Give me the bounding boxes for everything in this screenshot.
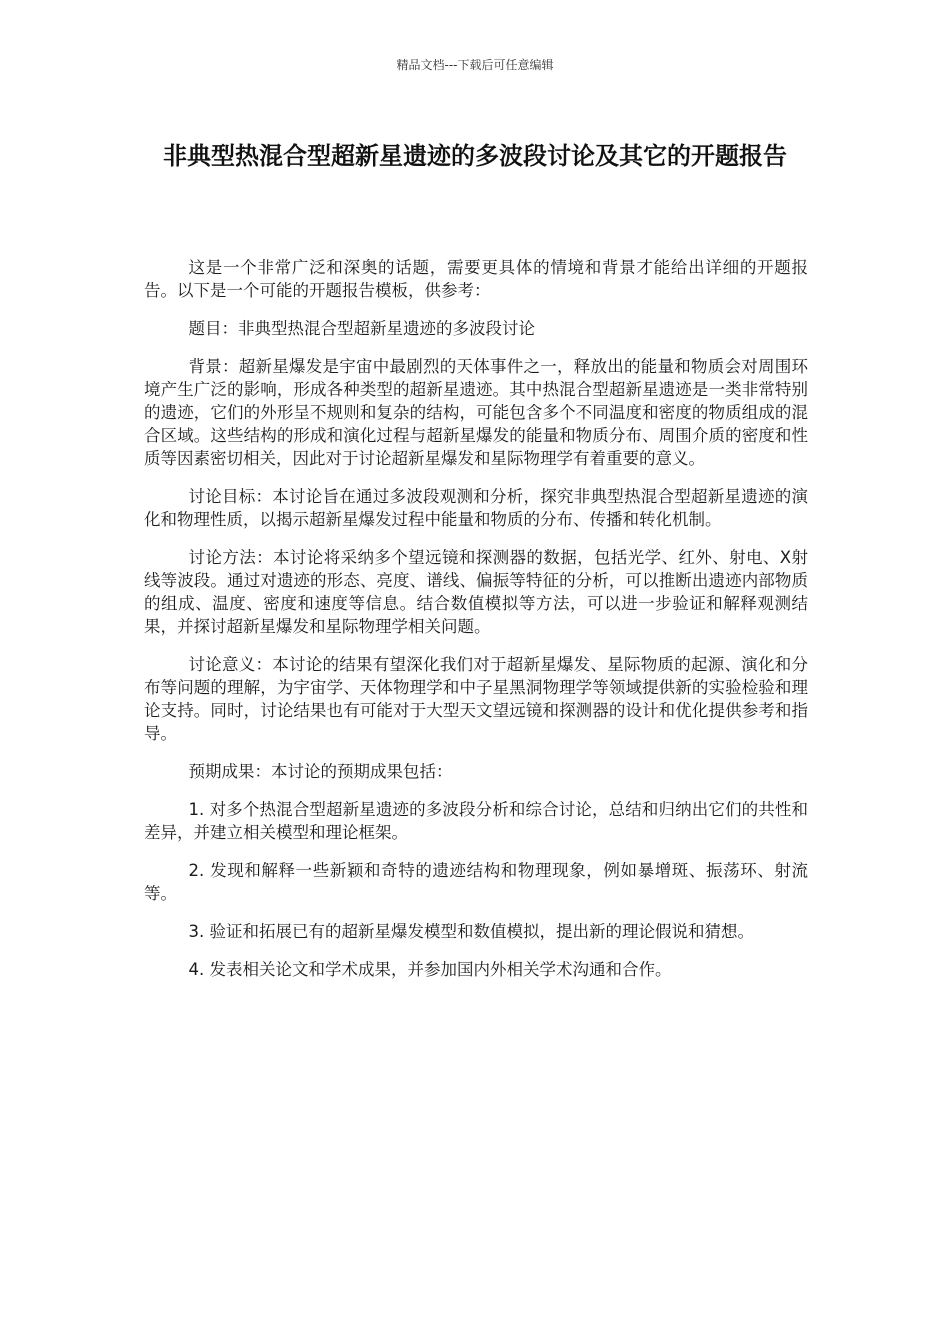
paragraph-expected-results: 预期成果：本讨论的预期成果包括： xyxy=(188,762,453,781)
paragraph-intro: 这是一个非常广泛和深奥的话题，需要更具体的情境和背景才能给出详细的开题报告。以下是一个可能的开题报告模板，供参考： xyxy=(144,258,808,300)
document-body xyxy=(144,256,808,996)
paragraph-significance: 讨论意义：本讨论的结果有望深化我们对于超新星爆发、星际物质的起源、演化和分布等问题的理解，为宇宙学、天体物理学和中子星黑洞物理学等领域提供新的实验检验和理论支持。同时，讨论结果也有可能对于大型天文望远镜和探测器的设计和优化提供参考和指导。 xyxy=(144,655,808,743)
list-item-result-2: 2. 发现和解释一些新颖和奇特的遗迹结构和物理现象，例如暴增斑、振荡环、射流等。 xyxy=(144,861,808,903)
paragraph-background: 背景：超新星爆发是宇宙中最剧烈的天体事件之一，释放出的能量和物质会对周围环境产生广泛的影响，形成各种类型的超新星遗迹。其中热混合型超新星遗迹是一类非常特别的遗迹，它们的外形呈不规则和复杂的结构，可能包含多个不同温度和密度的物质组成的混合区域。这些结构的形成和演化过程与超新星爆发的能量和物质分布、周围介质的密度和性质等因素密切相关，因此对于讨论超新星爆发和星际物理学有着重要的意义。 xyxy=(144,357,808,468)
paragraph-method: 讨论方法：本讨论将采纳多个望远镜和探测器的数据，包括光学、红外、射电、X射线等波段。通过对遗迹的形态、亮度、谱线、偏振等特征的分析，可以推断出遗迹内部物质的组成、温度、密度和速度等信息。结合数值模拟等方法，可以进一步验证和解释观测结果，并探讨超新星爆发和星际物理学相关问题。 xyxy=(144,548,808,636)
header-note: 精品文档---下载后可任意编辑 xyxy=(396,58,554,72)
list-item-result-1: 1. 对多个热混合型超新星遗迹的多波段分析和综合讨论，总结和归纳出它们的共性和差异，并建立相关模型和理论框架。 xyxy=(144,800,808,842)
paragraph-topic: 题目：非典型热混合型超新星遗迹的多波段讨论 xyxy=(188,319,536,338)
document-title: 非典型热混合型超新星遗迹的多波段讨论及其它的开题报告 xyxy=(163,142,787,170)
list-item-result-4: 4. 发表相关论文和学术成果，并参加国内外相关学术沟通和合作。 xyxy=(188,960,672,979)
list-item-result-3: 3. 验证和拓展已有的超新星爆发模型和数值模拟，提出新的理论假说和猜想。 xyxy=(188,922,755,941)
paragraph-goal: 讨论目标：本讨论旨在通过多波段观测和分析，探究非典型热混合型超新星遗迹的演化和物理性质，以揭示超新星爆发过程中能量和物质的分布、传播和转化机制。 xyxy=(144,487,808,529)
